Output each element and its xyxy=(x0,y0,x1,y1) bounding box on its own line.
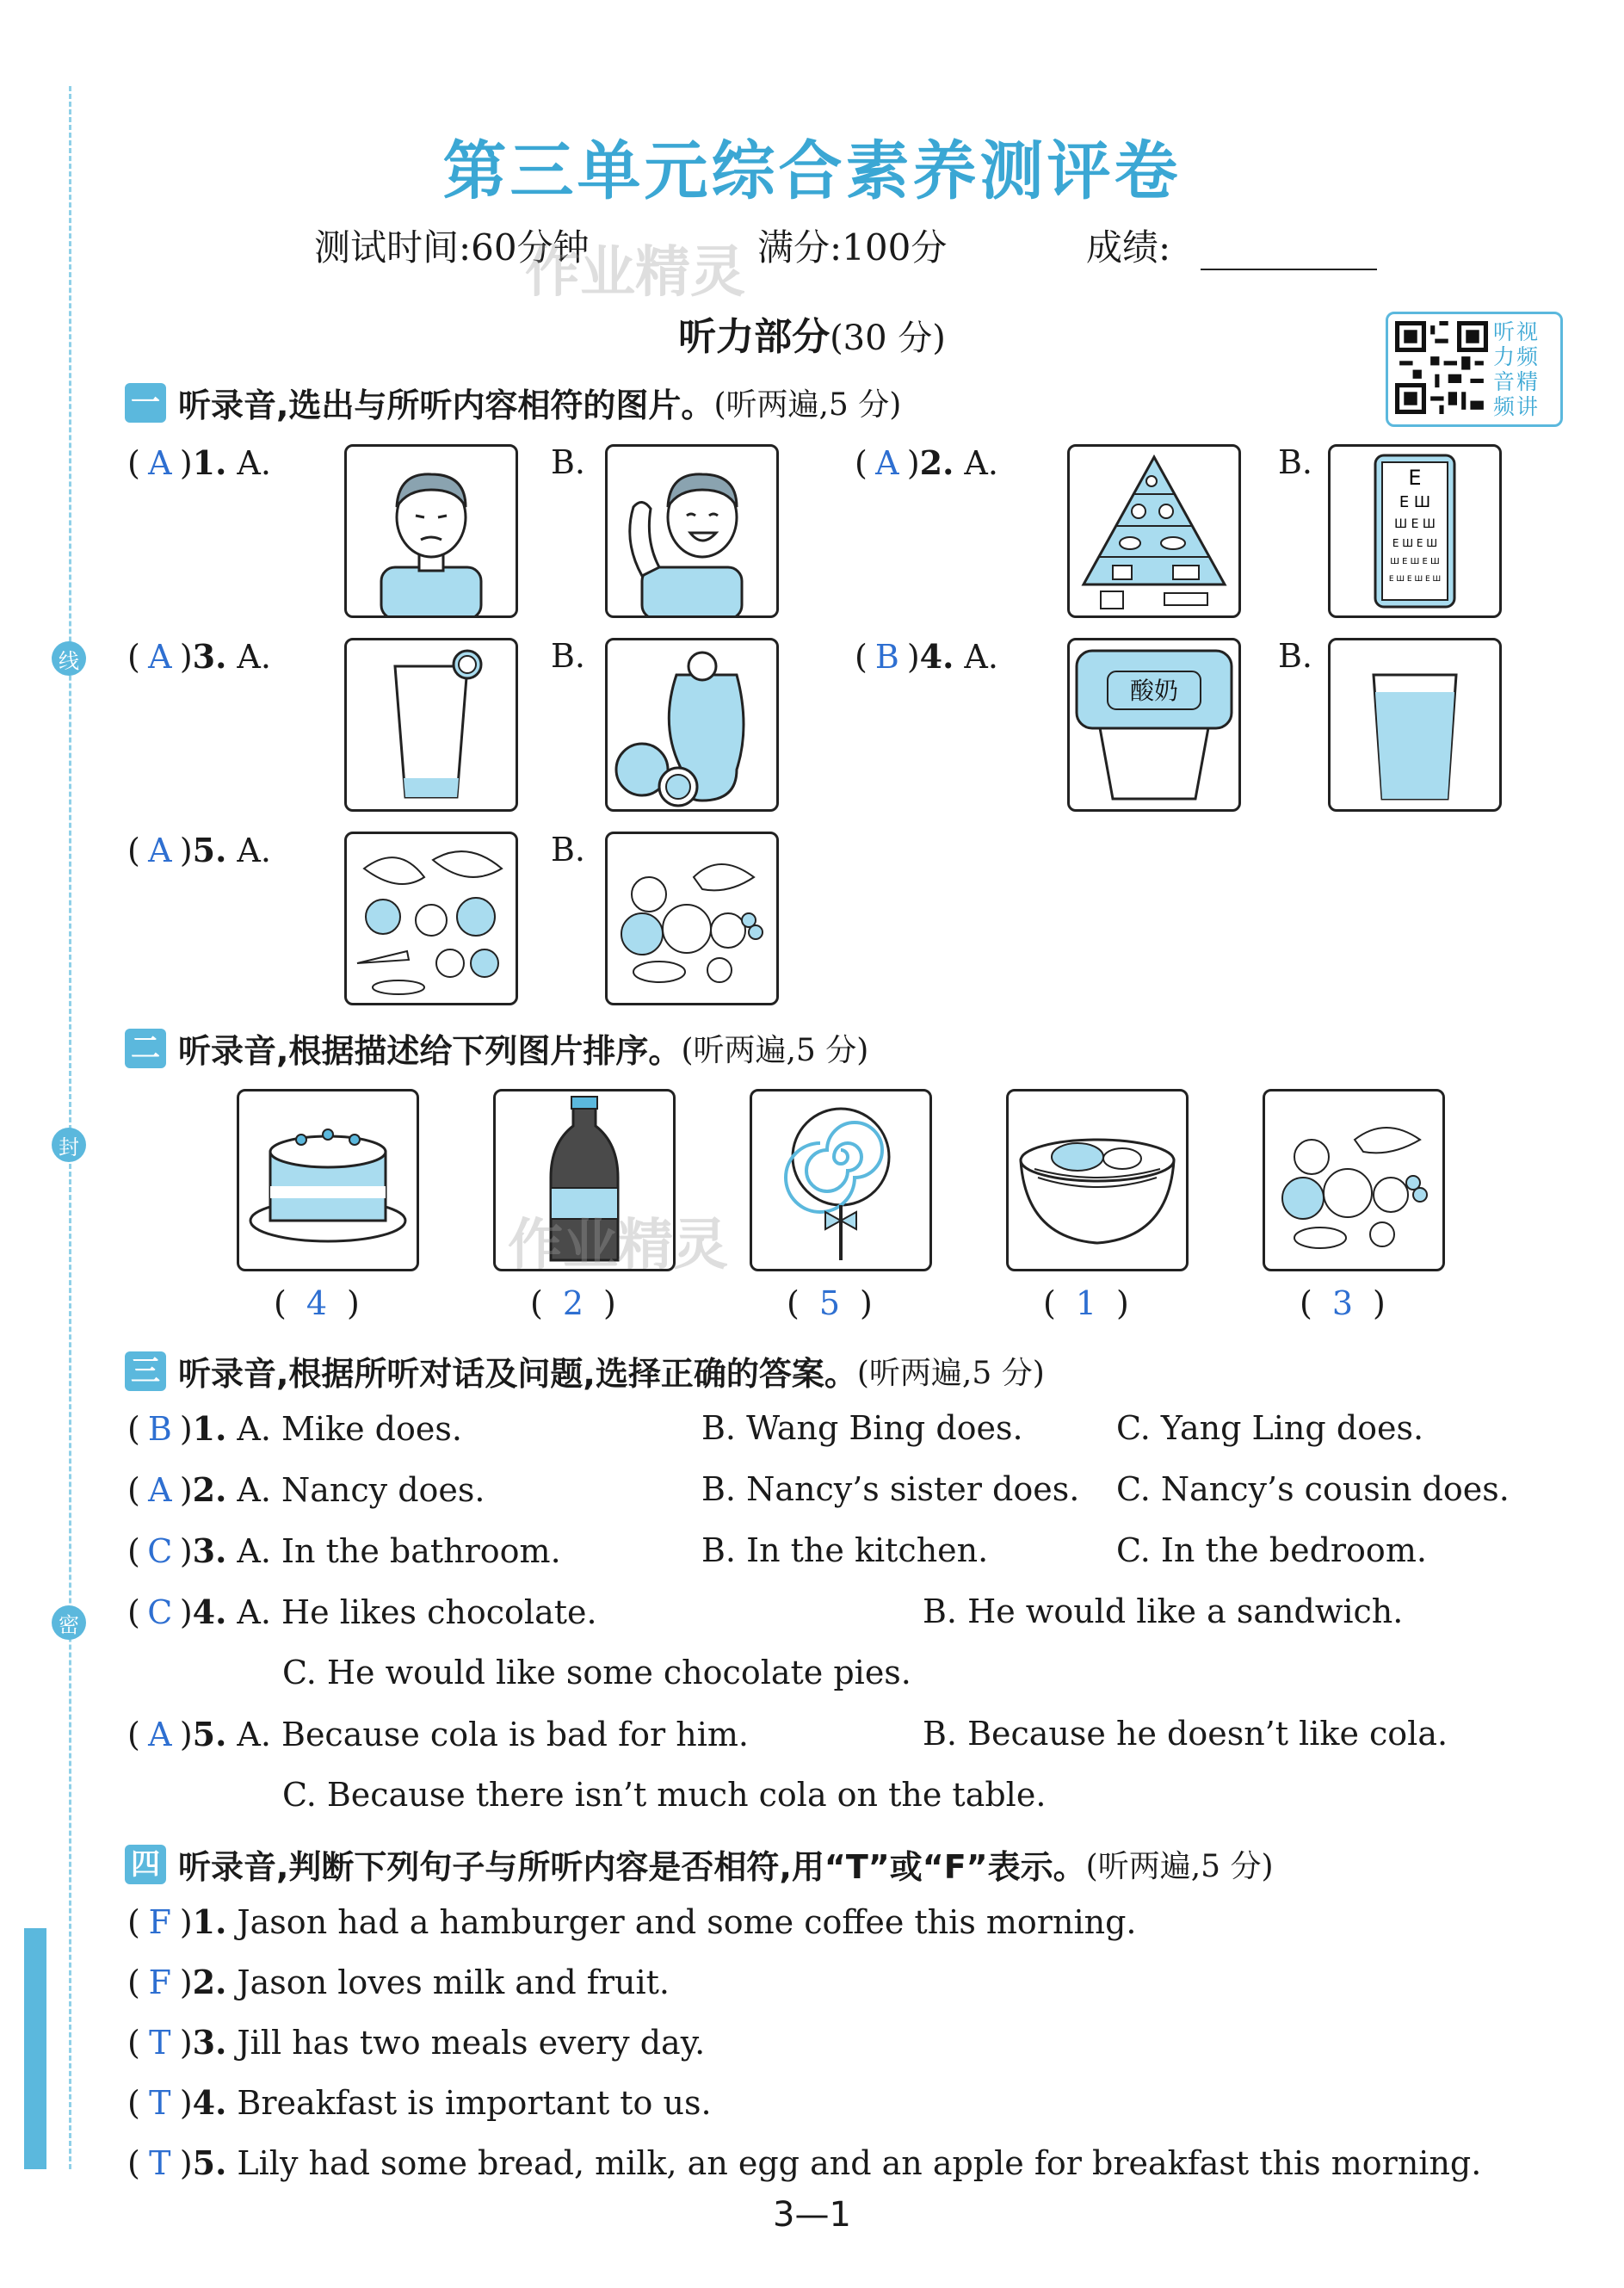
rank-fruit: ( 3 ) xyxy=(1300,1284,1386,1322)
picture-lollipop[interactable] xyxy=(750,1089,932,1271)
picture-fruit[interactable] xyxy=(605,832,779,1005)
picture-orange-juice[interactable] xyxy=(605,638,779,812)
s1-question-4: ( B )4. A. xyxy=(855,637,998,676)
page-title: 第三单元综合素养测评卷 xyxy=(442,134,1182,208)
s3-q1-option-b[interactable]: B. Wang Bing does. xyxy=(701,1409,1023,1447)
answer[interactable]: A xyxy=(148,638,172,676)
qr-label: 听视力频音精频讲 xyxy=(1493,319,1541,419)
s3-q3-option-b[interactable]: B. In the kitchen. xyxy=(701,1531,989,1569)
s3-q1-option-c[interactable]: C. Yang Ling does. xyxy=(1116,1409,1424,1447)
rank-cola: ( 2 ) xyxy=(530,1284,616,1322)
answer[interactable]: A xyxy=(148,444,172,482)
s4-question-2: ( F )2. Jason loves milk and fruit. xyxy=(127,1963,670,2001)
yogurt-label: 酸奶 xyxy=(1129,677,1179,705)
part-title: 听力部分(30 分) xyxy=(678,315,946,359)
option-b-label: B. xyxy=(1278,443,1313,481)
picture-cake[interactable] xyxy=(237,1089,419,1271)
s3-q4-option-c[interactable]: C. He would like some chocolate pies. xyxy=(282,1654,911,1691)
watermark: 作业精灵 xyxy=(508,1214,728,1277)
section-2-heading: 二 听录音,根据描述给下列图片排序。 (听两遍,5 分) xyxy=(125,1024,868,1072)
s4-question-4: ( T )4. Breakfast is important to us. xyxy=(127,2083,712,2122)
s1-question-1: ( A )1. A. xyxy=(127,443,271,482)
s3-question-5: ( A )5. A. Because cola is bad for him. xyxy=(127,1715,750,1753)
svg-text:Ш E Ш E Ш: Ш E Ш E Ш xyxy=(1390,557,1440,566)
picture-glass-water[interactable] xyxy=(1328,638,1502,812)
option-b-label: B. xyxy=(551,637,586,675)
test-time: 测试时间:60分钟 xyxy=(314,226,590,269)
binding-mark-line: 线 xyxy=(52,641,86,676)
s3-q3-option-c[interactable]: C. In the bedroom. xyxy=(1116,1531,1427,1569)
binding-mark-seal: 封 xyxy=(52,1128,86,1162)
picture-vegetables[interactable] xyxy=(344,832,518,1005)
picture-fruit-basket[interactable] xyxy=(1263,1089,1445,1271)
picture-boy-sad[interactable] xyxy=(344,444,518,618)
svg-text:E Ш: E Ш xyxy=(1399,493,1431,511)
s1-question-5: ( A )5. A. xyxy=(127,831,271,869)
page-number: 3—1 xyxy=(773,2195,851,2235)
section-1-heading: 一 听录音,选出与所听内容相符的图片。 (听两遍,5 分) xyxy=(125,379,901,426)
s3-q2-option-b[interactable]: B. Nancy’s sister does. xyxy=(701,1470,1080,1508)
section-3-heading: 三 听录音,根据所听对话及问题,选择正确的答案。 (听两遍,5 分) xyxy=(125,1347,1045,1394)
section-4-heading: 四 听录音,判断下列句子与所听内容是否相符,用“T”或“F”表示。 (听两遍,5 分) xyxy=(125,1840,1274,1888)
picture-glass-empty[interactable] xyxy=(344,638,518,812)
rank-cake: ( 4 ) xyxy=(274,1284,360,1322)
svg-text:Ш E Ш: Ш E Ш xyxy=(1394,517,1436,531)
s3-question-4: ( C )4. A. He likes chocolate. xyxy=(127,1592,597,1631)
watermark: 作业精灵 xyxy=(525,241,745,305)
svg-text:E Ш E Ш: E Ш E Ш xyxy=(1392,537,1438,549)
answer[interactable]: B xyxy=(874,638,899,676)
picture-food-pyramid[interactable] xyxy=(1067,444,1241,618)
svg-text:E Ш E Ш E Ш: E Ш E Ш E Ш xyxy=(1388,575,1442,584)
s1-question-3: ( A )3. A. xyxy=(127,637,271,676)
s3-question-1: ( B )1. A. Mike does. xyxy=(127,1409,462,1448)
score-blank[interactable] xyxy=(1201,269,1377,270)
option-b-label: B. xyxy=(1278,637,1313,675)
qr-code-icon xyxy=(1395,321,1488,414)
s1-question-2: ( A )2. A. xyxy=(855,443,998,482)
full-score: 满分:100分 xyxy=(757,226,948,269)
svg-text:E: E xyxy=(1408,466,1422,490)
s4-question-1: ( F )1. Jason had a hamburger and some coffee this morning. xyxy=(127,1902,1137,1941)
qr-code-box[interactable] xyxy=(1386,312,1563,427)
picture-noodles-egg[interactable] xyxy=(1006,1089,1189,1271)
s4-question-3: ( T )3. Jill has two meals every day. xyxy=(127,2023,706,2062)
margin-color-bar xyxy=(24,1928,46,2169)
s3-q5-option-c[interactable]: C. Because there isn’t much cola on the table. xyxy=(282,1776,1047,1814)
rank-noodles: ( 1 ) xyxy=(1043,1284,1129,1322)
picture-boy-strong[interactable] xyxy=(605,444,779,618)
s3-question-2: ( A )2. A. Nancy does. xyxy=(127,1470,485,1509)
answer[interactable]: A xyxy=(148,832,172,869)
rank-lollipop: ( 5 ) xyxy=(787,1284,873,1322)
picture-eye-chart[interactable] xyxy=(1328,444,1502,618)
score-label: 成绩: xyxy=(1086,226,1171,269)
s3-q4-option-b[interactable]: B. He would like a sandwich. xyxy=(923,1592,1404,1630)
option-b-label: B. xyxy=(551,831,586,869)
option-b-label: B. xyxy=(551,443,586,481)
s4-question-5: ( T )5. Lily had some bread, milk, an egg and an apple for breakfast this morning. xyxy=(127,2143,1482,2182)
s3-q5-option-b[interactable]: B. Because he doesn’t like cola. xyxy=(923,1715,1448,1753)
binding-mark-secret: 密 xyxy=(52,1605,86,1640)
picture-yogurt[interactable] xyxy=(1067,638,1241,812)
s3-question-3: ( C )3. A. In the bathroom. xyxy=(127,1531,561,1570)
answer[interactable]: A xyxy=(875,444,899,482)
s3-q2-option-c[interactable]: C. Nancy’s cousin does. xyxy=(1116,1470,1510,1508)
